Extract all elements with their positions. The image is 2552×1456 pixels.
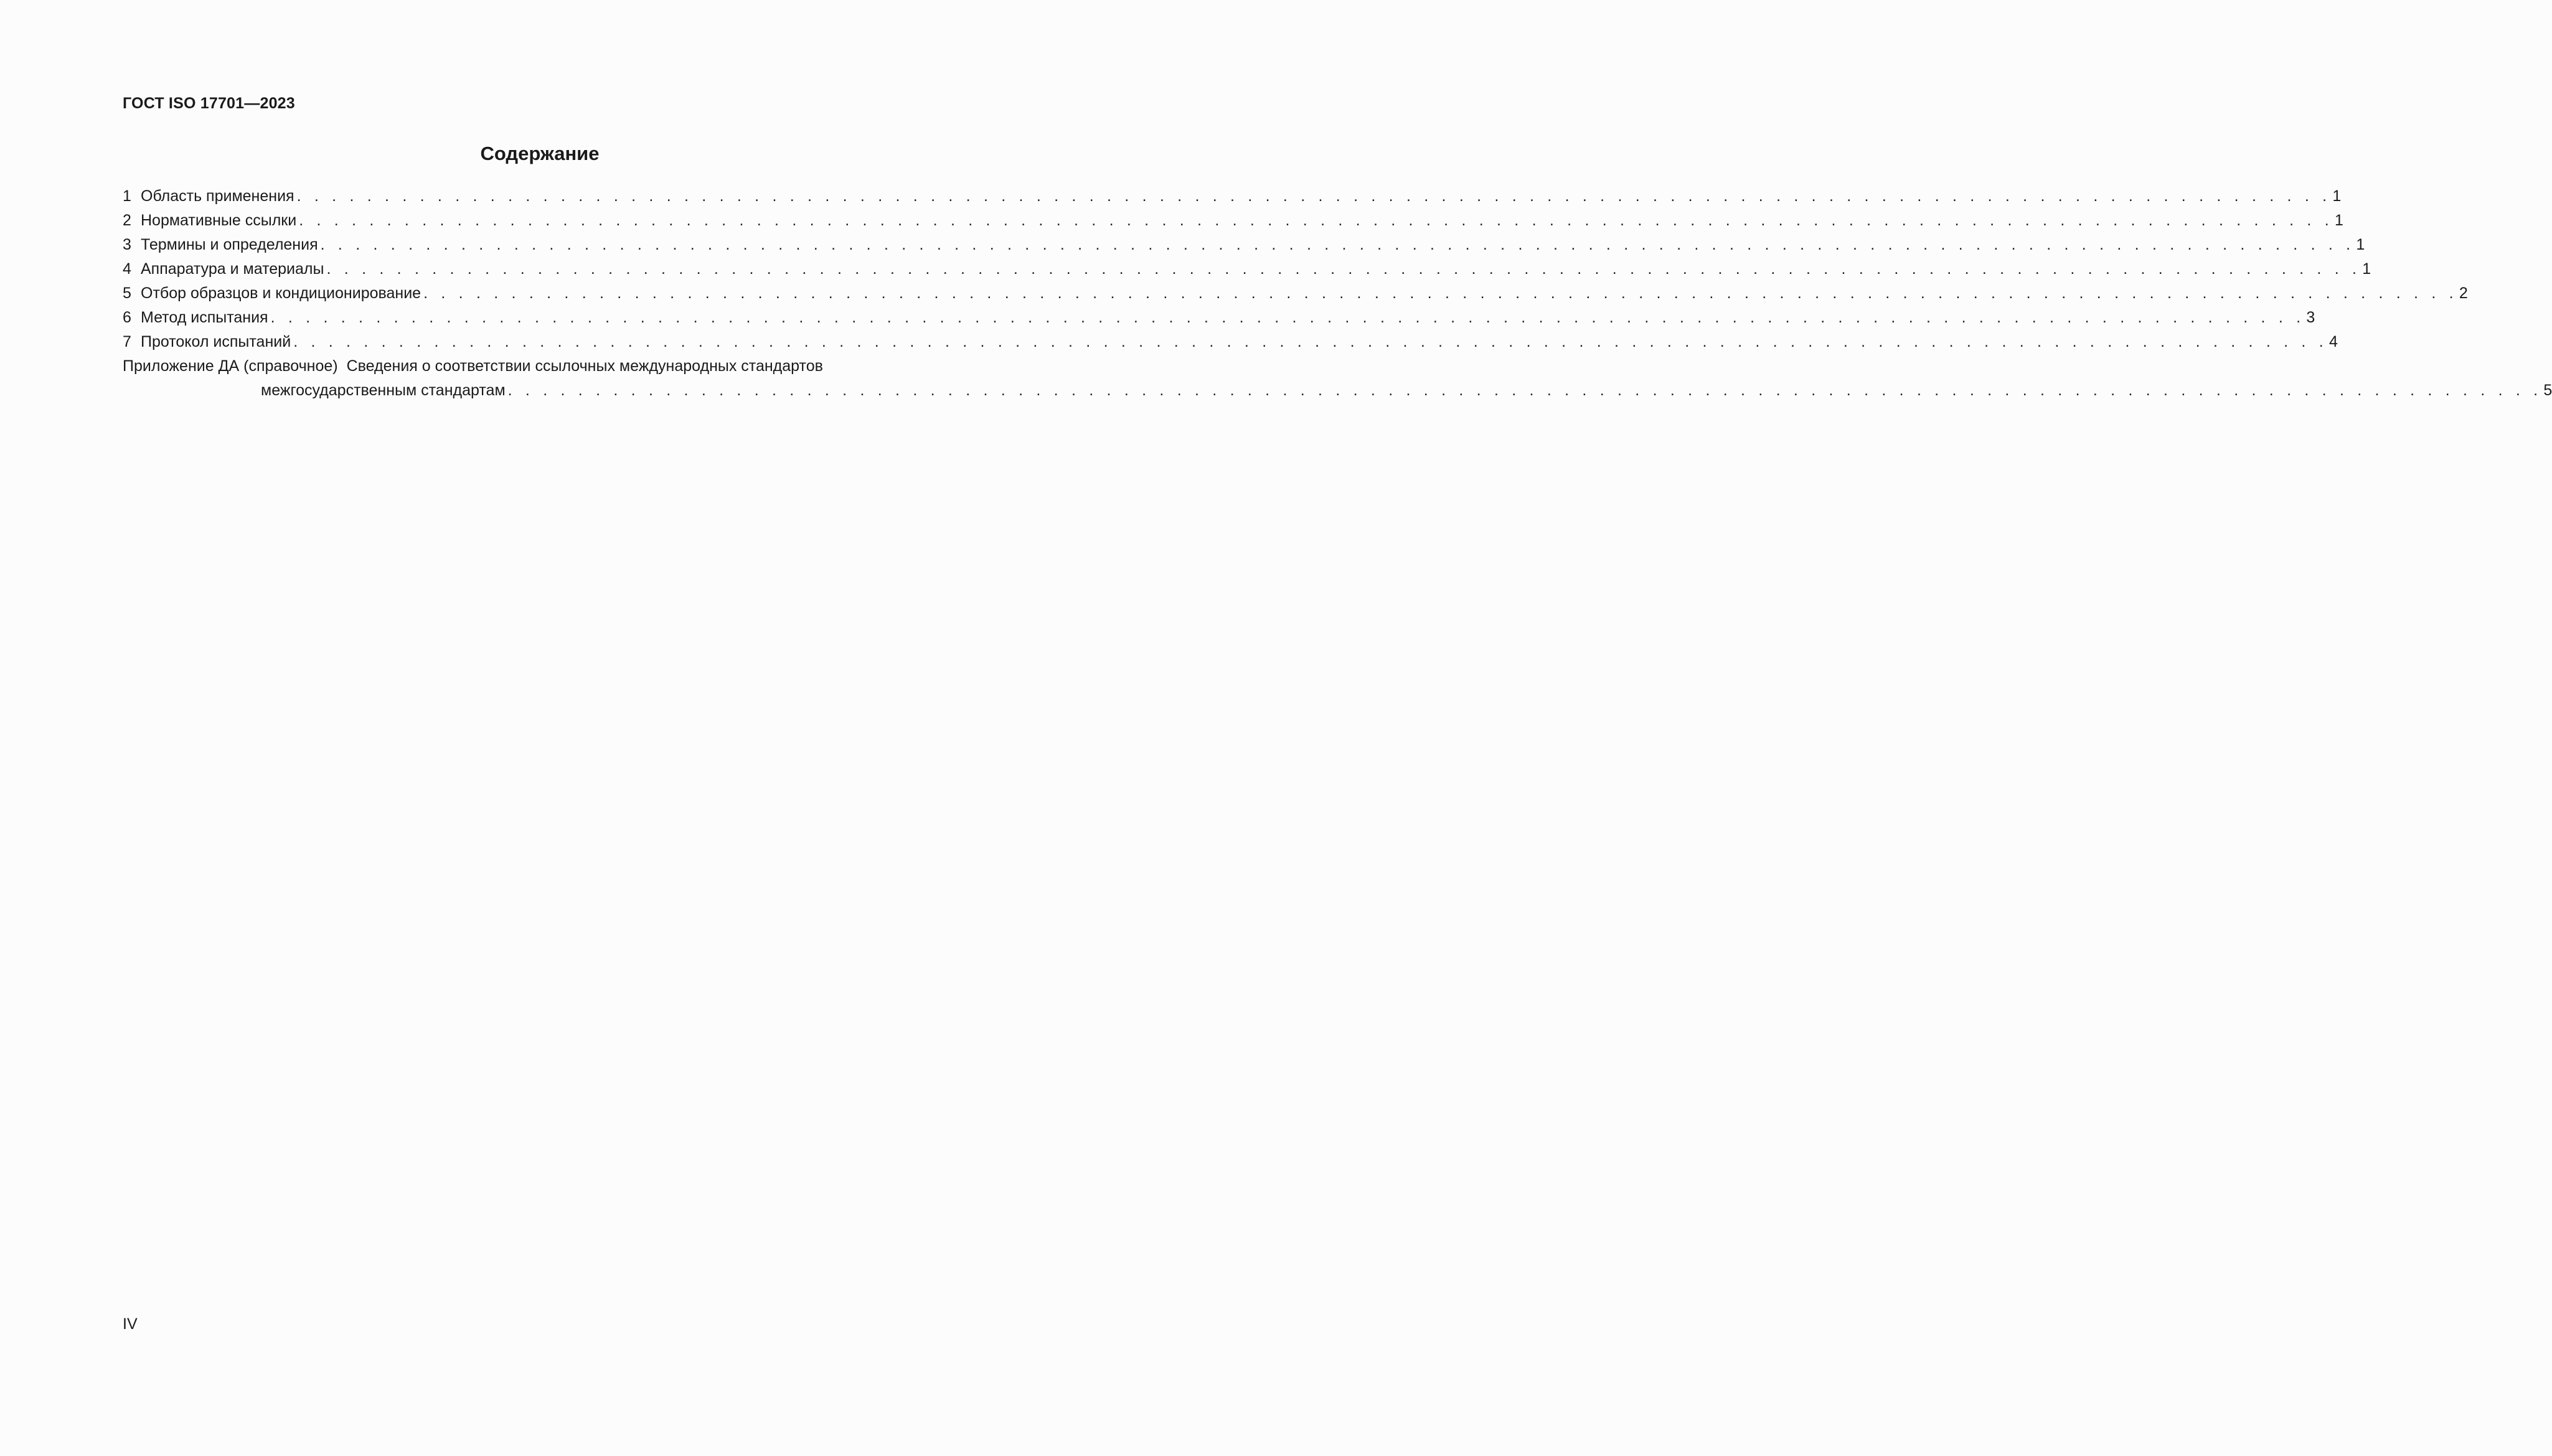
toc-dot-leader: . . . . . . . . . . . . . . . . . . . . . . . . . . . . . . . . . . . . . . . . . . . . . . . . . . . . . . . . . . . . . . . . . . . . . . . . . . . . . . . . . . . . . . . . . . . . . . . . . . . . . . . . . . . . . . . . . . . .: [293, 333, 2328, 350]
toc-entry-7[interactable]: [123, 330, 2338, 354]
toc-entry-title: Метод испытания: [141, 309, 268, 326]
toc-dot-leader: . . . . . . . . . . . . . . . . . . . . . . . . . . . . . . . . . . . . . . . . . . . . . . . . . . . . . . . . . . . . . . . . . . . . . . . . . . . . . . . . . . . . . . . . . . . . . . . . . . . . . . . . . . . . . . . . . . . .: [270, 309, 2305, 326]
toc-title: Содержание: [480, 143, 600, 164]
toc-entry-page: 2: [2459, 284, 2468, 302]
toc-entry-page: 4: [2328, 333, 2338, 350]
toc-dot-leader: . . . . . . . . . . . . . . . . . . . . . . . . . . . . . . . . . . . . . . . . . . . . . . . . . . . . . . . . . . . . . . . . . . . . . . . . . . . . . . . . . . . . . . . . . . . . . . . . . . . . . . . . . . . . . . . . . . . .: [507, 382, 2543, 399]
toc-entry-title: Нормативные ссылки: [141, 212, 297, 229]
toc-entry-page: 3: [2306, 309, 2315, 326]
toc-entry-5[interactable]: [123, 281, 2468, 306]
toc-dot-leader: . . . . . . . . . . . . . . . . . . . . . . . . . . . . . . . . . . . . . . . . . . . . . . . . . . . . . . . . . . . . . . . . . . . . . . . . . . . . . . . . . . . . . . . . . . . . . . . . . . . . . . . . . . . . . . . . . . . .: [423, 284, 2458, 302]
appendix-label: Приложение ДА (справочное): [123, 357, 338, 375]
toc-entry-number: 2: [123, 212, 131, 229]
toc-entry-page: 1: [2356, 236, 2365, 253]
appendix-title-line2: межгосударственным стандартам: [261, 382, 506, 399]
toc-entry-page: 1: [2334, 212, 2343, 229]
toc-entry-1[interactable]: [123, 184, 2342, 209]
toc-entry-number: 5: [123, 284, 131, 302]
toc-entry-number: 3: [123, 236, 131, 253]
toc-entry-title: Отбор образцов и кондиционирование: [141, 284, 421, 302]
toc-entry-page: 1: [2362, 260, 2371, 278]
toc-entry-6[interactable]: [123, 306, 2315, 330]
table-of-contents: [123, 184, 2552, 403]
toc-entry-title: Термины и определения: [141, 236, 318, 253]
page-number: IV: [123, 1315, 138, 1333]
toc-entry-appendix[interactable]: [123, 354, 2552, 403]
toc-dot-leader: . . . . . . . . . . . . . . . . . . . . . . . . . . . . . . . . . . . . . . . . . . . . . . . . . . . . . . . . . . . . . . . . . . . . . . . . . . . . . . . . . . . . . . . . . . . . . . . . . . . . . . . . . . . . . . . . . . . .: [320, 236, 2355, 253]
toc-dot-leader: . . . . . . . . . . . . . . . . . . . . . . . . . . . . . . . . . . . . . . . . . . . . . . . . . . . . . . . . . . . . . . . . . . . . . . . . . . . . . . . . . . . . . . . . . . . . . . . . . . . . . . . . . . . . . . . . . . . .: [326, 260, 2361, 278]
toc-dot-leader: . . . . . . . . . . . . . . . . . . . . . . . . . . . . . . . . . . . . . . . . . . . . . . . . . . . . . . . . . . . . . . . . . . . . . . . . . . . . . . . . . . . . . . . . . . . . . . . . . . . . . . . . . . . . . . . . . . . .: [296, 187, 2332, 205]
toc-entry-title: Область применения: [141, 187, 294, 205]
toc-entry-page: 5: [2543, 382, 2552, 399]
document-code: ГОСТ ISO 17701—2023: [123, 95, 295, 112]
toc-entry-number: 4: [123, 260, 131, 278]
toc-entry-title: Протокол испытаний: [141, 333, 291, 350]
toc-entry-number: 7: [123, 333, 131, 350]
toc-entry-2[interactable]: [123, 209, 2343, 233]
toc-entry-4[interactable]: [123, 257, 2371, 281]
toc-dot-leader: . . . . . . . . . . . . . . . . . . . . . . . . . . . . . . . . . . . . . . . . . . . . . . . . . . . . . . . . . . . . . . . . . . . . . . . . . . . . . . . . . . . . . . . . . . . . . . . . . . . . . . . . . . . . . . . . . . . .: [299, 212, 2333, 229]
toc-entry-title: Аппаратура и материалы: [141, 260, 324, 278]
appendix-title-line1: Сведения о соответствии ссылочных международных стандартов: [346, 357, 823, 375]
toc-entry-3[interactable]: [123, 233, 2365, 257]
toc-entry-number: 1: [123, 187, 131, 205]
toc-entry-page: 1: [2332, 187, 2342, 205]
toc-entry-number: 6: [123, 309, 131, 326]
